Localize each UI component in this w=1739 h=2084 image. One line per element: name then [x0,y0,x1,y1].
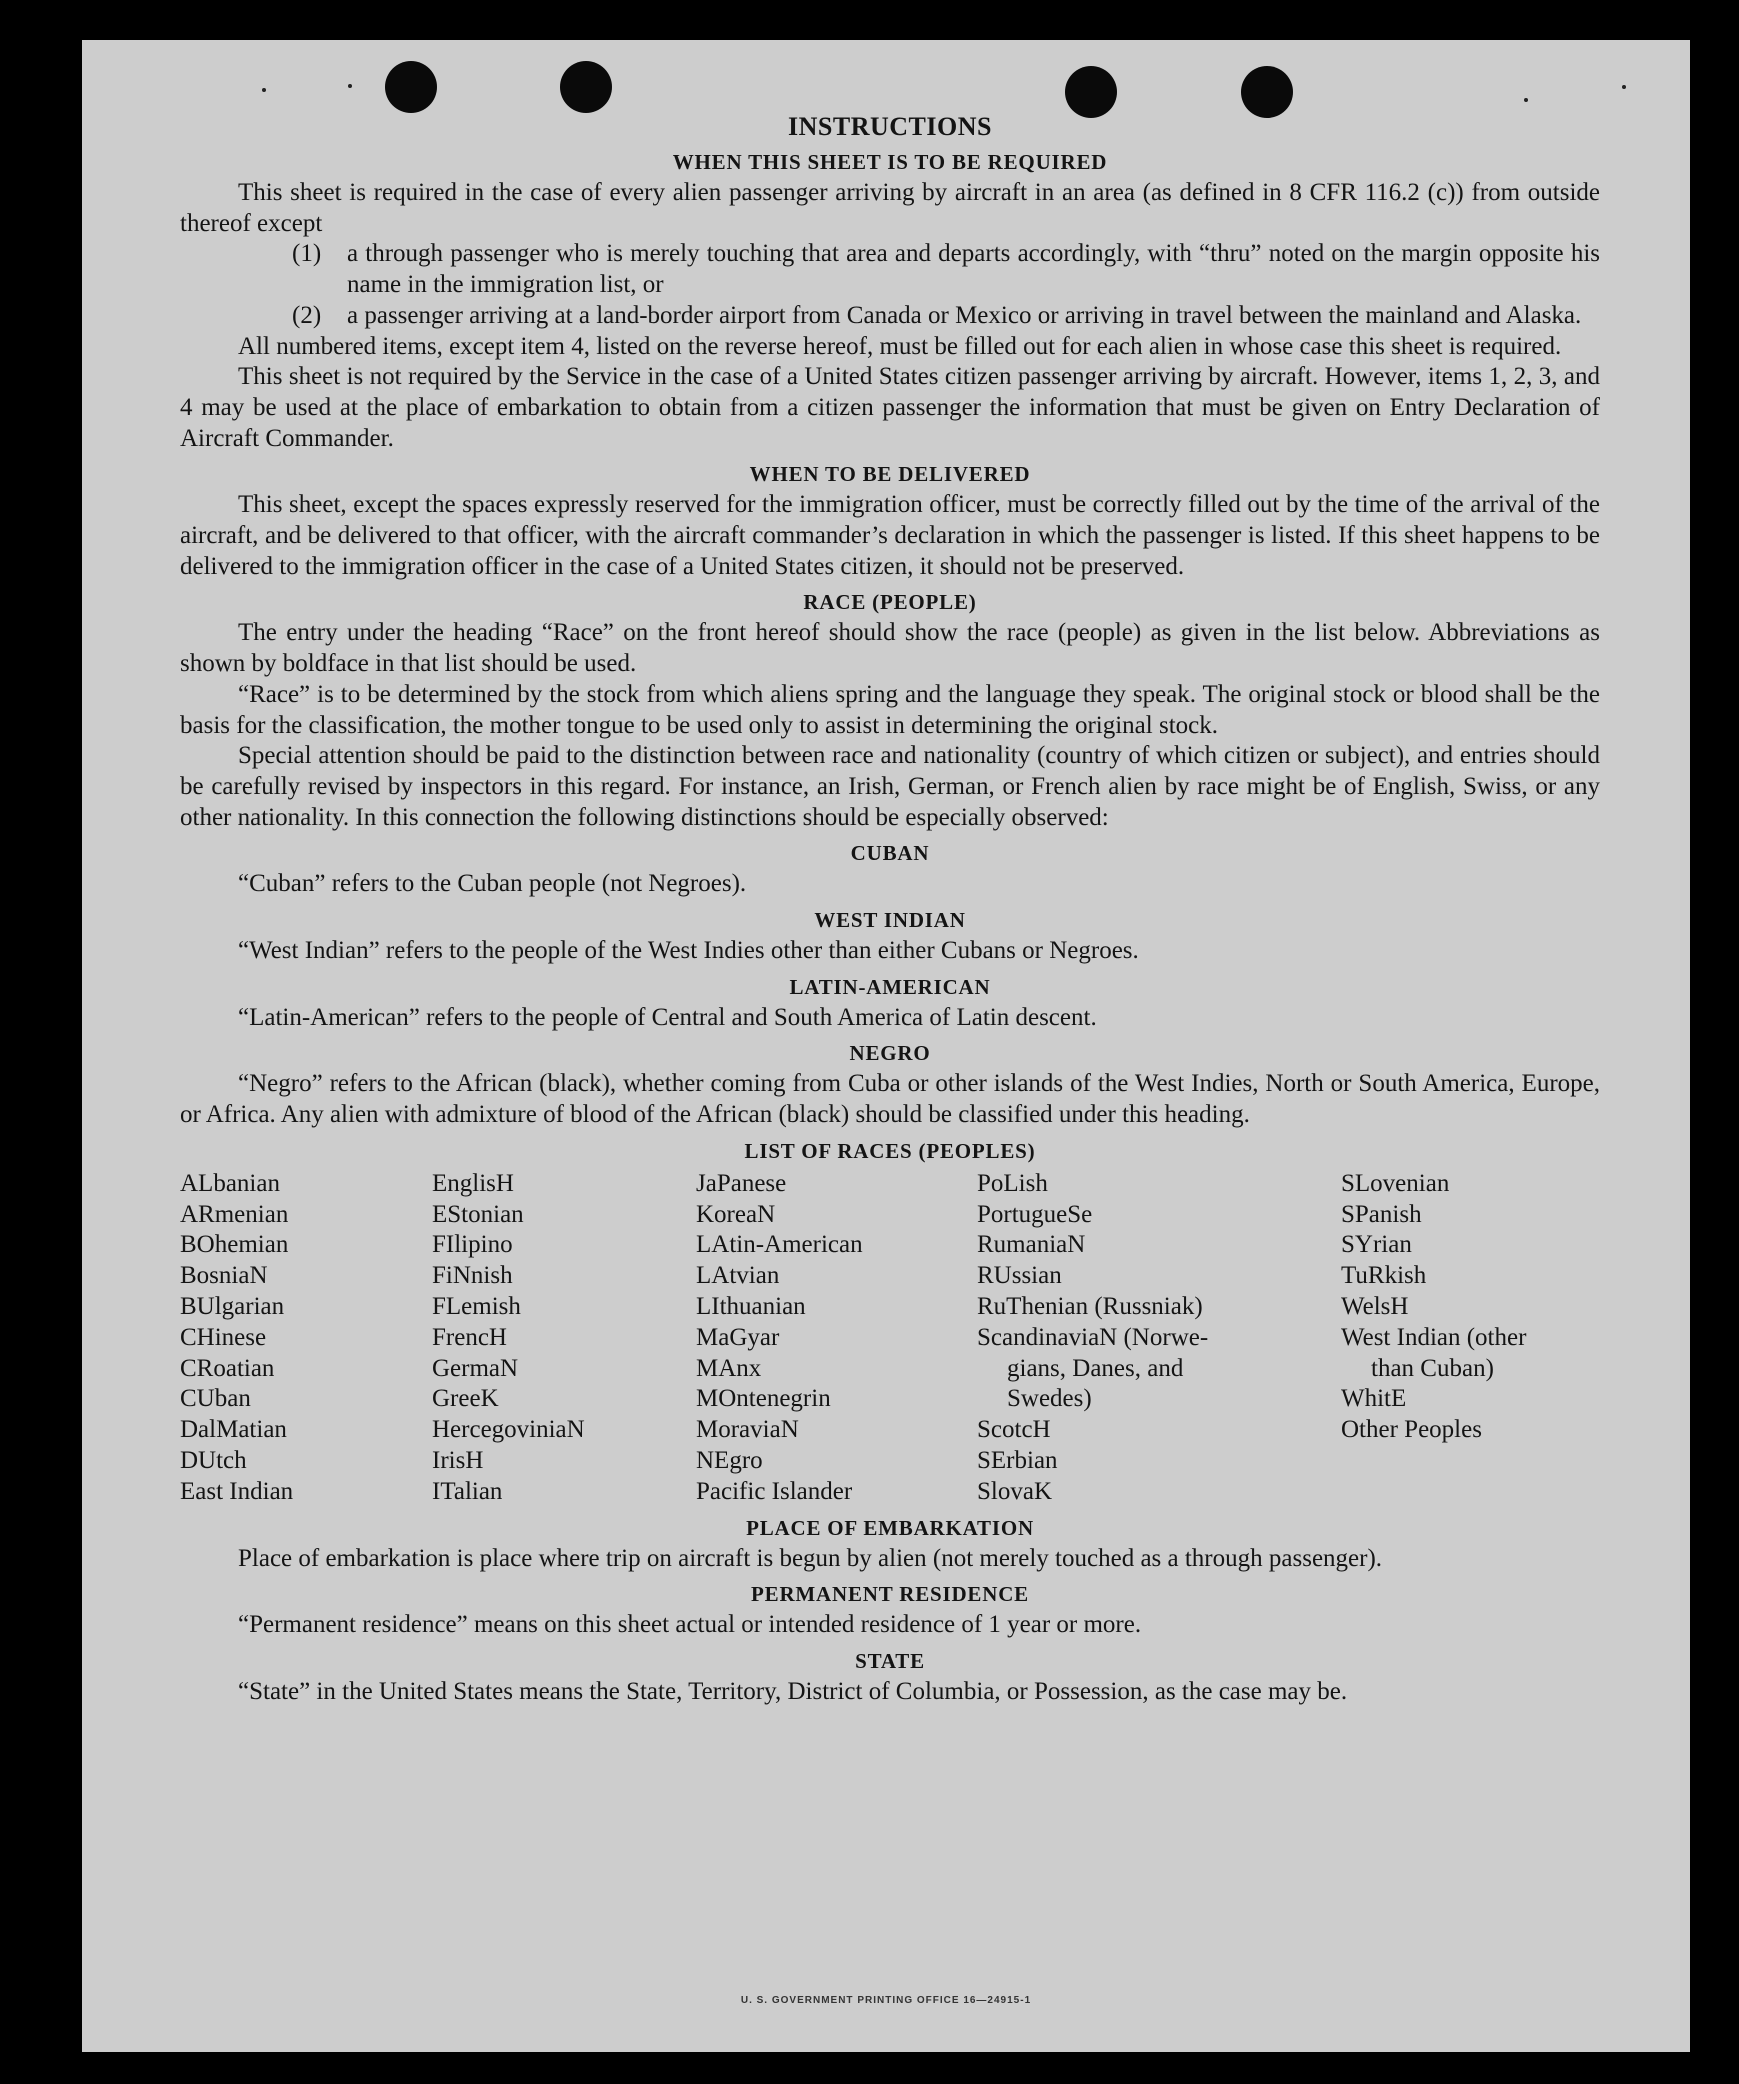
section-heading-residence: PERMANENT RESIDENCE [751,1582,1029,1607]
race-entry: SPanish [1341,1200,1422,1228]
race-entry: CRoatian [180,1354,275,1382]
list-number: (1) [292,240,322,268]
race-entry: LAtin-American [696,1231,863,1259]
races-column [1341,1169,1600,1508]
race-entry: RUssian [977,1262,1062,1290]
punch-hole [385,61,437,113]
race-entry: SYrian [1341,1231,1412,1259]
document-sheet [82,40,1690,2052]
paragraph: The entry under the heading “Race” on the front hereof should show the race (people) as given in the list below. Abbreviations as shown by boldface in that list should be used. [180,619,1600,678]
paragraph: Special attention should be paid to the distinction between race and nationality (country of which citizen or subject), and entries should be carefully revised by inspectors in this regard. For instance, an Irish, German, or French alien by race might be of English, Swiss, or any other nationality. In this connection the following distinctions should be especially observed: [180,742,1600,831]
race-entry: IrisH [432,1447,484,1475]
paragraph: This sheet, except the spaces expressly reserved for the immigration officer, must be correctly filled out by the time of the arrival of the aircraft, and be delivered to that officer, with the aircraft commander’s declaration in which the passenger is listed. If this sheet happens to be delivered to the immigration officer in the case of a United States citizen, it should not be preserved. [180,491,1600,580]
race-entry: PortugueSe [977,1200,1093,1228]
paragraph: This sheet is required in the case of every alien passenger arriving by aircraft in an area (as defined in 8 CFR 116.2 (c)) from outside thereof except [180,179,1600,237]
paragraph: “Negro” refers to the African (black), whether coming from Cuba or other islands of the West Indies, North or South America, Europe, or Africa. Any alien with admixture of blood of the African (black) should be classified under this heading. [180,1070,1600,1129]
section-heading-state: STATE [855,1649,925,1674]
list-text: a through passenger who is merely touching that area and departs accordingly, with “thru” noted on the margin opposite his name in the immigration list, or [347,240,1600,299]
race-entry: GreeK [432,1385,499,1413]
race-entry: LIthuanian [696,1293,806,1321]
race-entry: LAtvian [696,1262,780,1290]
race-entry: EnglisH [432,1169,514,1197]
section-heading-required: WHEN THIS SHEET IS TO BE REQUIRED [672,150,1108,174]
paragraph: This sheet is not required by the Service in the case of a United States citizen passenger arriving by aircraft. However, items 1, 2, 3, and 4 may be used at the place of embarkation to obtain from a citizen passenger the information that must be given on Entry Declaration of Aircraft Commander. [180,363,1600,452]
race-entry: ARmenian [180,1200,289,1228]
section-heading-latin-american: LATIN-AMERICAN [789,974,991,999]
speck [262,88,266,92]
list-item [180,301,1600,332]
race-entry: BUlgarian [180,1293,285,1321]
race-entry: WhitE [1341,1385,1407,1413]
race-entry: JaPanese [696,1169,787,1197]
paragraph: “State” in the United States means the State, Territory, District of Columbia, or Possession, as the case may be. [238,1678,1348,1706]
race-entry: DUtch [180,1447,247,1475]
race-entry: MAnx [696,1354,762,1382]
section-heading-negro: NEGRO [849,1041,931,1066]
speck [1524,98,1528,102]
paragraph: “Latin-American” refers to the people of Central and South America of Latin descent. [238,1003,1097,1031]
race-entry: West Indian (other [1341,1323,1527,1351]
races-column [977,1169,1341,1508]
race-entry: SErbian [977,1447,1058,1475]
race-entry: TuRkish [1341,1262,1427,1290]
punch-hole [560,61,612,113]
race-entry: ScandinaviaN (Norwe- [977,1323,1209,1351]
paragraph: “Permanent residence” means on this sheet actual or intended residence of 1 year or more. [238,1611,1142,1639]
list-number: (2) [292,301,322,329]
race-entry: ScotcH [977,1416,1051,1444]
race-entry: FiNnish [432,1262,513,1290]
race-entry: SLovenian [1341,1169,1450,1197]
race-entry: FrencH [432,1323,507,1351]
printer-imprint: U. S. GOVERNMENT PRINTING OFFICE 16—24915-1 [740,1995,1032,2006]
race-entry: HercegoviniaN [432,1416,585,1444]
race-entry: RuThenian (Russniak) [977,1293,1203,1321]
race-entry: EStonian [432,1200,524,1228]
races-column [180,1169,432,1508]
race-entry: MoraviaN [696,1416,799,1444]
race-entry: FLemish [432,1293,521,1321]
section-heading-list-of-races: LIST OF RACES (PEOPLES) [744,1138,1036,1163]
race-entry: DalMatian [180,1416,287,1444]
race-entry: East Indian [180,1477,294,1505]
race-entry: FIlipino [432,1231,513,1259]
race-entry: CUban [180,1385,251,1413]
section-heading-cuban: CUBAN [850,841,930,866]
speck [1622,85,1626,89]
race-entry: Other Peoples [1341,1416,1482,1444]
paragraph: “Race” is to be determined by the stock from which aliens spring and the language they speak. The original stock or blood shall be the basis for the classification, the mother tongue to be used only to assist in determining the original stock. [180,680,1600,739]
race-entry: ITalian [432,1477,503,1505]
race-entry: ALbanian [180,1169,280,1197]
races-column [696,1169,977,1508]
race-entry: PoLish [977,1169,1048,1197]
races-list [180,1169,1600,1508]
paragraph: Place of embarkation is place where trip on aircraft is begun by alien (not merely touched as a through passenger). [238,1544,1383,1572]
race-entry: BosniaN [180,1262,268,1290]
list-text: a passenger arriving at a land-border airport from Canada or Mexico or arriving in travel between the mainland and Alaska. [347,301,1582,329]
punch-hole [1065,66,1117,118]
race-entry: WelsH [1341,1293,1409,1321]
race-entry: SlovaK [977,1477,1052,1505]
race-entry: CHinese [180,1323,267,1351]
section-heading-delivered: WHEN TO BE DELIVERED [749,462,1031,487]
section-heading-west-indian: WEST INDIAN [814,908,966,933]
race-entry: Swedes) [1007,1385,1092,1413]
paragraph: “Cuban” refers to the Cuban people (not Negroes). [238,870,747,898]
race-entry: RumaniaN [977,1231,1086,1259]
races-column [432,1169,696,1508]
punch-hole [1241,66,1293,118]
race-entry: gians, Danes, and [1007,1354,1184,1382]
race-entry: MaGyar [696,1323,780,1351]
paragraph: “West Indian” refers to the people of the West Indies other than either Cubans or Negroes. [238,937,1139,965]
paragraph: All numbered items, except item 4, listed on the reverse hereof, must be filled out for each alien in whose case this sheet is required. [238,332,1562,360]
section-heading-race: RACE (PEOPLE) [803,590,977,615]
section-heading-embarkation: PLACE OF EMBARKATION [746,1515,1034,1540]
instructions-content [180,112,1600,1708]
list-item [180,239,1600,300]
race-entry: GermaN [432,1354,519,1382]
race-entry: KoreaN [696,1200,776,1228]
race-entry: NEgro [696,1447,763,1475]
race-entry: MOntenegrin [696,1385,831,1413]
race-entry: than Cuban) [1371,1354,1494,1382]
page-title: INSTRUCTIONS [788,112,992,141]
race-entry: Pacific Islander [696,1477,853,1505]
speck [348,84,352,88]
race-entry: BOhemian [180,1231,289,1259]
